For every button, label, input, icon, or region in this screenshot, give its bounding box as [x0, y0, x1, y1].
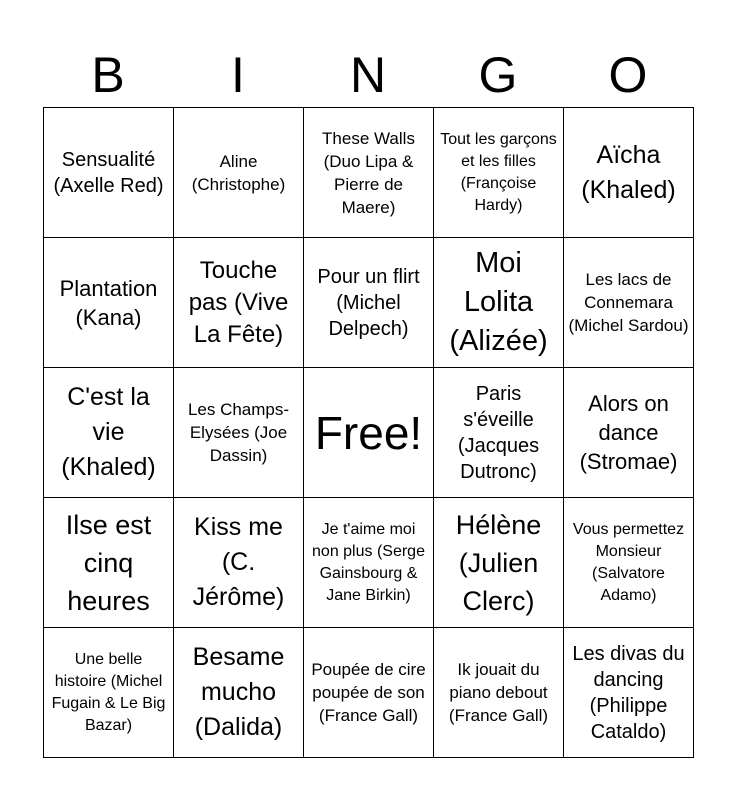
cell-text: Poupée de cire poupée de son (France Gall) [311, 660, 426, 725]
bingo-cell[interactable] [174, 368, 304, 498]
cell-text: These Walls (Duo Lipa & Pierre de Maere) [322, 128, 415, 217]
cell-text: Ilse est cinq heures [65, 509, 152, 616]
bingo-cell[interactable] [44, 498, 174, 628]
bingo-cell[interactable] [174, 498, 304, 628]
cell-text: Sensualité (Axelle Red) [53, 148, 164, 197]
header-letter-n: N [349, 47, 387, 103]
cell-text: Touche pas (Vive La Fête) [188, 256, 289, 348]
bingo-cell[interactable] [44, 368, 174, 498]
bingo-cell[interactable] [564, 368, 694, 498]
header-letter-b: B [91, 47, 125, 103]
free-cell[interactable] [304, 368, 434, 498]
bingo-cell[interactable] [44, 628, 174, 758]
bingo-board [43, 107, 694, 758]
cell-text: Aïcha (Khaled) [581, 140, 676, 204]
bingo-cell[interactable] [174, 628, 304, 758]
cell-text: Une belle histoire (Michel Fugain & Le Big Bazar) [51, 650, 166, 734]
board-row [44, 498, 694, 628]
bingo-cell[interactable] [304, 628, 434, 758]
cell-text: Aline (Christophe) [191, 151, 286, 194]
cell-text: Les lacs de Connemara (Michel Sardou) [568, 270, 689, 335]
bingo-cell[interactable] [564, 238, 694, 368]
board-row [44, 108, 694, 238]
bingo-header [43, 44, 693, 106]
cell-text: Tout les garçons et les filles (Françoise Hardy) [440, 130, 557, 214]
bingo-cell[interactable] [174, 238, 304, 368]
bingo-cell[interactable] [434, 238, 564, 368]
bingo-cell[interactable] [434, 628, 564, 758]
header-letter-g: G [478, 47, 518, 103]
cell-text: Ik jouait du piano debout (France Gall) [448, 660, 549, 725]
bingo-cell[interactable] [44, 108, 174, 238]
cell-text: Vous permettez Monsieur (Salvatore Adamo) [572, 520, 685, 604]
bingo-cell[interactable] [304, 498, 434, 628]
bingo-cell[interactable] [564, 628, 694, 758]
bingo-cell[interactable] [174, 108, 304, 238]
bingo-cell[interactable] [564, 108, 694, 238]
cell-text: Je t'aime moi non plus (Serge Gainsbourg & Jane Birkin) [312, 520, 425, 604]
cell-text: Les divas du dancing (Philippe Cataldo) [572, 642, 685, 743]
cell-text: Les Champs-Elysées (Joe Dassin) [187, 400, 290, 465]
cell-text: Alors on dance (Stromae) [579, 391, 678, 474]
cell-text: C'est la vie (Khaled) [61, 383, 156, 481]
cell-text: Hélène (Julien Clerc) [455, 509, 542, 616]
cell-text: Kiss me (C. Jérôme) [192, 513, 285, 611]
bingo-cell[interactable] [434, 108, 564, 238]
board-row [44, 628, 694, 758]
cell-text: Besame mucho (Dalida) [192, 643, 285, 741]
board-row [44, 368, 694, 498]
bingo-cell[interactable] [434, 498, 564, 628]
bingo-cell[interactable] [304, 238, 434, 368]
bingo-cell[interactable] [304, 108, 434, 238]
cell-text: Pour un flirt (Michel Delpech) [317, 265, 420, 340]
cell-text: Plantation (Kana) [59, 275, 158, 330]
bingo-cell[interactable] [434, 368, 564, 498]
cell-text: Moi Lolita (Alizée) [449, 247, 548, 357]
free-label: Free! [314, 406, 423, 459]
board-row [44, 238, 694, 368]
header-letter-i: I [231, 47, 245, 103]
bingo-cell[interactable] [44, 238, 174, 368]
cell-text: Paris s'éveille (Jacques Dutronc) [457, 382, 540, 483]
header-letter-o: O [608, 47, 648, 103]
bingo-cell[interactable] [564, 498, 694, 628]
